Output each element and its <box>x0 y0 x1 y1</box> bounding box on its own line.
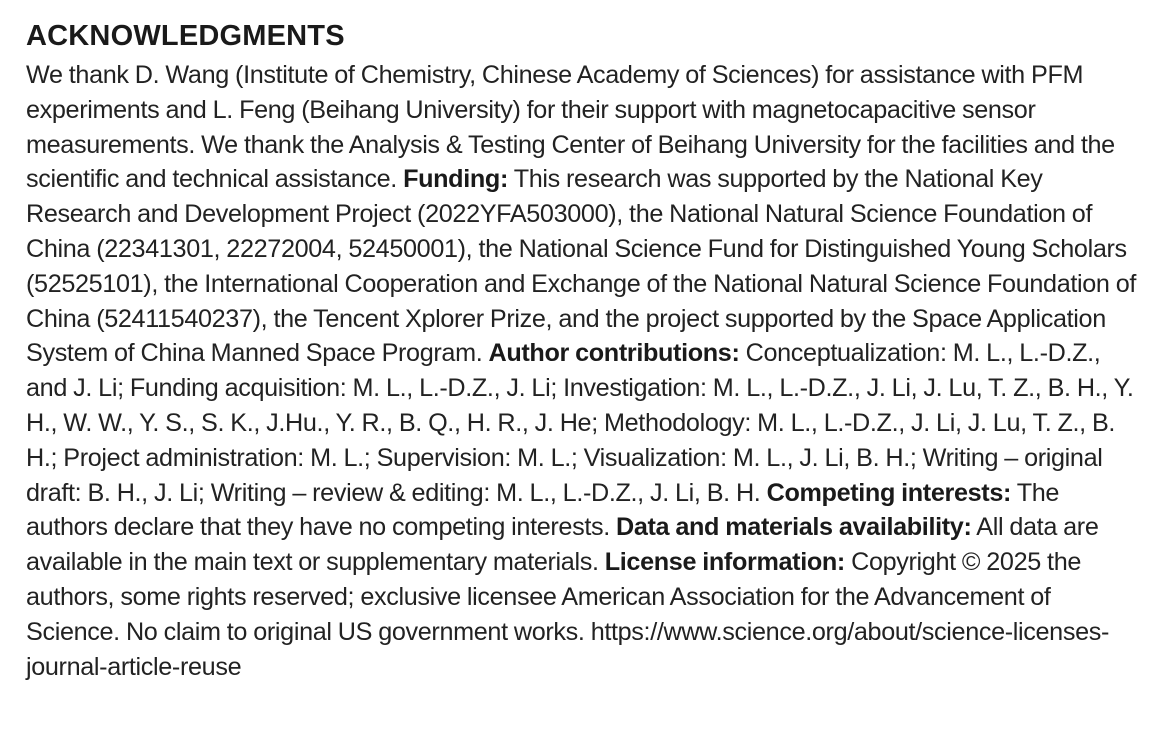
thanks-text: We thank D. Wang (Institute of Chemistry, Chinese Academy of Sciences) for assistance with PFM experiments and L. Feng (Beihang University) for their support with magnetocapacitive sensor measurements. We thank the Analysis & Testing Center of Beihang University for the facilities and the scientific and technical assistance. <box>26 61 1115 194</box>
license-text: Copyright © 2025 the authors, some rights reserved; exclusive licensee American Association for the Advancement of Science. No claim to original US government works. https://www.science.org/about/science-licenses-journal-article-reuse <box>26 548 1110 681</box>
data-availability-label: Data and materials availability: <box>616 513 972 542</box>
section-heading: ACKNOWLEDGMENTS <box>26 20 345 52</box>
data-availability-text: All data are available in the main text or supplementary materials. <box>26 513 1099 577</box>
funding-text: This research was supported by the National Key Research and Development Project (2022YFA503000), the National Natural Science Foundation of China (22341301, 22272004, 52450001), the National Science Fund for Distinguished Young Scholars (52525101), the International Cooperation and Exchange of the National Natural Science Foundation of China (52411540237), the Tencent Xplorer Prize, and the project supported by the Space Application System of China Manned Space Program. <box>26 165 1137 368</box>
contributions-text: Conceptualization: M. L., L.-D.Z., and J. Li; Funding acquisition: M. L., L.-D.Z., J. Li; Investigation: M. L., L.-D.Z., J. Li, J. Lu, T. Z., B. H., Y. H., W. W., Y. S., S. K., J.Hu., Y. R., B. Q., H. R., J. He; Methodology: M. L., L.-D.Z., J. Li, J. Lu, T. Z., B. H.; Project administration: M. L.; Supervision: M. L.; Visualization: M. L., J. Li, B. H.; Writing – original draft: B. H., J. Li; Writing – review & editing: M. L., L.-D.Z., J. Li, B. H. <box>26 339 1134 507</box>
contributions-label: Author contributions: <box>488 339 740 368</box>
acknowledgments-paragraph <box>26 58 1146 684</box>
license-label: License information: <box>604 548 845 577</box>
acknowledgments-section <box>26 18 1146 684</box>
funding-label: Funding: <box>403 165 508 194</box>
competing-interests-text: The authors declare that they have no competing interests. <box>26 478 1060 542</box>
competing-interests-label: Competing interests: <box>766 478 1012 507</box>
